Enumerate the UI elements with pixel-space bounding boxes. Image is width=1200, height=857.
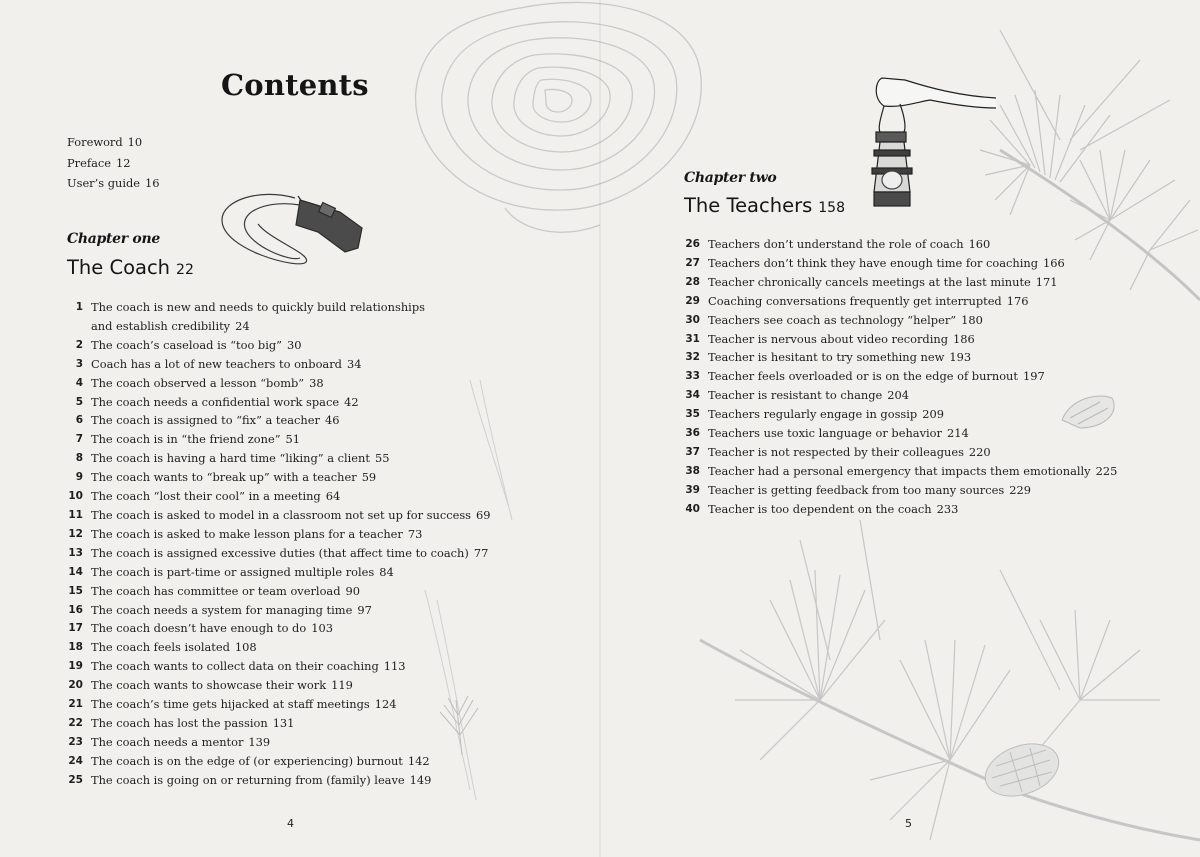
toc-entry-number: 8 — [75, 452, 83, 465]
toc-entry-number: 18 — [68, 641, 83, 654]
toc-entry-page: 142 — [407, 753, 430, 768]
toc-entry-number: 15 — [68, 584, 83, 597]
toc-entry-page: 108 — [234, 640, 257, 655]
toc-entry-title: Teachers regularly engage in gossip — [708, 407, 918, 422]
chapter-one-entries — [67, 298, 491, 790]
toc-entry-title: The coach wants to collect data on their coaching — [91, 659, 379, 674]
toc-entry-number: 2 — [75, 338, 83, 351]
toc-entry-page: 64 — [325, 489, 341, 504]
toc-entry-page: 139 — [248, 734, 271, 749]
toc-entry — [67, 733, 491, 752]
toc-entry-page: 186 — [953, 331, 975, 346]
toc-entry-page: 180 — [961, 312, 983, 327]
toc-entry-title: Teacher chronically cancels meetings at the last minute — [708, 274, 1031, 289]
front-matter-item — [67, 173, 160, 194]
toc-entry-number: 16 — [68, 603, 83, 616]
toc-entry-title: Teacher is not respected by their colleagues — [708, 444, 964, 459]
toc-entry-title: Teachers use toxic language or behavior — [708, 426, 942, 441]
toc-entry-title: The coach is part-time or assigned multiple roles — [91, 564, 375, 579]
toc-entry-page: 220 — [968, 444, 991, 459]
toc-entry — [684, 405, 1117, 424]
chapter-two-page: 158 — [818, 200, 845, 216]
front-matter-item — [67, 153, 160, 174]
toc-entry-title: The coach is assigned excessive duties (that affect time to coach) — [91, 545, 469, 560]
toc-entry-number: 25 — [68, 773, 83, 786]
toc-entry-title: The coach is new and needs to quickly build relationships and establish credibility — [91, 300, 425, 333]
chapter-one-label: Chapter one — [67, 231, 160, 247]
toc-entry-number: 21 — [68, 698, 83, 711]
toc-entry-number: 13 — [68, 546, 83, 559]
toc-entry-number: 40 — [685, 502, 700, 515]
toc-entry — [684, 500, 1117, 519]
toc-entry-page: 197 — [1022, 369, 1045, 384]
toc-entry-title: The coach feels isolated — [91, 640, 230, 655]
toc-entry-page: 69 — [476, 507, 491, 522]
toc-entry-title: The coach needs a mentor — [91, 734, 244, 749]
toc-entry-number: 29 — [685, 294, 700, 307]
front-matter-page: 12 — [115, 155, 131, 170]
toc-entry-page: 193 — [949, 350, 972, 365]
toc-entry — [67, 355, 491, 374]
toc-entry — [67, 298, 491, 336]
toc-entry-title: The coach has lost the passion — [91, 715, 268, 730]
toc-entry — [67, 430, 491, 449]
toc-entry-number: 4 — [75, 376, 83, 389]
toc-entry-page: 209 — [922, 407, 944, 422]
toc-entry — [67, 676, 491, 695]
toc-entry-title: The coach is in “the friend zone” — [91, 432, 281, 447]
toc-entry-number: 11 — [68, 508, 83, 521]
toc-entry — [67, 506, 491, 525]
toc-entry — [67, 582, 491, 601]
toc-entry-number: 36 — [685, 427, 700, 440]
toc-entry-number: 24 — [68, 754, 83, 767]
toc-entry-page: 166 — [1043, 255, 1065, 270]
chapter-one-title — [67, 256, 194, 279]
toc-entry-number: 31 — [685, 332, 700, 345]
toc-entry-number: 5 — [75, 395, 83, 408]
toc-entry — [684, 330, 1117, 349]
toc-entry-number: 3 — [75, 357, 83, 370]
front-matter-label: Foreword — [67, 135, 123, 149]
toc-entry — [67, 374, 491, 393]
toc-entry-page: 59 — [361, 470, 377, 485]
toc-entry — [67, 771, 491, 790]
toc-entry-page: 171 — [1035, 274, 1058, 289]
toc-entry-title: Teachers don’t understand the role of coach — [708, 237, 964, 251]
toc-entry-page: 229 — [1009, 482, 1031, 497]
page-number-right: 5 — [905, 817, 912, 830]
toc-entry — [67, 468, 491, 487]
toc-entry-page: 97 — [357, 602, 372, 617]
toc-entry-title: Teacher is nervous about video recording — [708, 331, 948, 346]
toc-entry — [684, 367, 1117, 386]
toc-entry — [684, 424, 1117, 443]
chapter-two-name: The Teachers — [684, 194, 813, 217]
toc-entry-number: 30 — [685, 313, 700, 326]
toc-entry — [67, 657, 491, 676]
toc-entry — [684, 348, 1117, 367]
toc-entry — [67, 563, 491, 582]
toc-entry-title: Teacher had a personal emergency that impacts them emotionally — [708, 463, 1091, 478]
toc-entry — [67, 525, 491, 544]
toc-entry — [684, 462, 1117, 481]
toc-entry-title: The coach wants to showcase their work — [91, 678, 327, 693]
toc-entry-page: 103 — [311, 621, 333, 636]
toc-entry-page: 77 — [473, 545, 489, 560]
toc-entry-number: 22 — [68, 716, 83, 729]
toc-entry-title: Coach has a lot of new teachers to onboard — [91, 356, 342, 371]
toc-entry — [67, 544, 491, 563]
toc-entry-page: 55 — [374, 451, 390, 466]
toc-entry — [684, 386, 1117, 405]
toc-entry-number: 39 — [685, 483, 700, 496]
toc-entry-title: Teacher is hesitant to try something new — [708, 350, 945, 365]
toc-entry-number: 35 — [685, 408, 700, 421]
front-matter-page: 16 — [145, 176, 160, 190]
toc-entry — [67, 601, 491, 620]
toc-entry-page: 176 — [1006, 293, 1029, 308]
front-matter-page: 10 — [127, 135, 143, 149]
toc-entry-title: The coach wants to “break up” with a teacher — [91, 470, 357, 485]
toc-entry-title: The coach is asked to model in a classroom not set up for success — [91, 507, 472, 522]
toc-entry-title: The coach is asked to make lesson plans for a teacher — [91, 526, 403, 541]
toc-entry-number: 19 — [68, 660, 83, 673]
toc-entry — [684, 273, 1117, 292]
toc-entry-page: 119 — [331, 678, 353, 693]
toc-entry-number: 9 — [75, 471, 83, 484]
chapter-two-title — [684, 194, 845, 217]
toc-entry — [67, 714, 491, 733]
chapter-one-page: 22 — [176, 262, 194, 278]
contents-title: Contents — [221, 68, 369, 102]
toc-entry-page: 84 — [379, 564, 394, 579]
toc-entry-page: 225 — [1095, 463, 1118, 478]
toc-entry-title: The coach needs a confidential work space — [91, 394, 340, 409]
lantern-icon — [872, 78, 996, 206]
toc-entry-page: 34 — [346, 356, 362, 371]
tree-rings-icon — [416, 2, 702, 232]
chapter-two-label: Chapter two — [684, 170, 777, 186]
toc-entry-number: 26 — [685, 238, 700, 250]
toc-entry-number: 20 — [68, 679, 83, 692]
chapter-two-entries — [684, 235, 1117, 519]
toc-entry-page: 51 — [285, 432, 301, 447]
toc-entry-page: 149 — [409, 772, 432, 787]
toc-entry-number: 14 — [68, 565, 83, 578]
toc-entry-number: 28 — [685, 275, 700, 288]
toc-entry-title: Teacher feels overloaded or is on the edge of burnout — [708, 369, 1018, 384]
pine-cone-icon — [978, 734, 1066, 805]
toc-entry — [684, 481, 1117, 500]
toc-entry-number: 10 — [68, 490, 83, 503]
toc-entry-page: 90 — [345, 583, 361, 598]
front-matter-label: Preface — [67, 155, 111, 170]
toc-entry — [67, 619, 491, 638]
toc-entry-number: 6 — [75, 414, 83, 427]
toc-entry-number: 34 — [685, 389, 700, 402]
front-matter-item — [67, 132, 160, 153]
toc-entry-page: 214 — [946, 426, 969, 441]
toc-entry-title: The coach needs a system for managing time — [91, 602, 353, 617]
toc-entry-title: The coach is on the edge of (or experiencing) burnout — [91, 753, 403, 768]
pine-branch-bottom-icon — [700, 520, 1200, 840]
toc-entry-title: The coach “lost their cool” in a meeting — [91, 489, 321, 504]
toc-entry-title: The coach is going on or returning from (family) leave — [91, 772, 405, 787]
toc-entry-title: Teacher is too dependent on the coach — [708, 501, 932, 516]
toc-entry — [67, 638, 491, 657]
toc-entry — [67, 695, 491, 714]
toc-entry-title: The coach’s time gets hijacked at staff meetings — [91, 697, 370, 712]
page-number-left: 4 — [287, 817, 294, 830]
toc-entry — [684, 235, 1117, 254]
toc-entry — [684, 443, 1117, 462]
toc-entry-title: The coach has committee or team overload — [91, 583, 341, 598]
toc-entry-number: 23 — [68, 735, 83, 748]
toc-entry-page: 38 — [309, 375, 324, 390]
toc-entry — [67, 411, 491, 430]
toc-entry-page: 30 — [286, 337, 302, 352]
toc-entry-page: 42 — [344, 394, 359, 409]
toc-entry-page: 24 — [235, 318, 250, 333]
toc-entry-number: 1 — [75, 301, 83, 313]
toc-entry — [684, 254, 1117, 273]
toc-entry-title: The coach is having a hard time “liking” a client — [91, 451, 370, 466]
whistle-icon — [222, 194, 362, 263]
toc-entry-number: 17 — [68, 622, 83, 635]
toc-entry-page: 233 — [936, 501, 959, 516]
toc-entry-page: 46 — [324, 413, 340, 428]
toc-entry — [67, 393, 491, 412]
toc-entry-page: 113 — [383, 659, 406, 674]
toc-entry-title: The coach is assigned to “fix” a teacher — [91, 413, 320, 428]
toc-entry-number: 37 — [685, 445, 700, 458]
toc-entry-title: Teachers see coach as technology “helper” — [708, 312, 957, 327]
toc-entry-number: 7 — [75, 433, 83, 446]
toc-entry-title: The coach observed a lesson “bomb” — [91, 375, 305, 390]
toc-entry-number: 38 — [685, 464, 700, 477]
toc-entry-page: 73 — [407, 526, 423, 541]
toc-entry-title: Teacher is getting feedback from too many sources — [708, 482, 1005, 497]
front-matter-label: User’s guide — [67, 176, 141, 190]
toc-entry-number: 12 — [68, 527, 83, 540]
toc-entry-title: Teacher is resistant to change — [708, 388, 883, 403]
toc-entry-title: Teachers don’t think they have enough time for coaching — [708, 255, 1039, 270]
toc-entry-title: Coaching conversations frequently get interrupted — [708, 293, 1002, 308]
toc-entry — [67, 487, 491, 506]
toc-entry — [67, 449, 491, 468]
toc-entry-number: 32 — [685, 351, 700, 364]
toc-entry-number: 33 — [685, 370, 700, 383]
toc-entry — [67, 336, 491, 355]
toc-entry-page: 204 — [887, 388, 909, 403]
toc-entry — [67, 752, 491, 771]
toc-entry — [684, 292, 1117, 311]
front-matter-list — [67, 132, 160, 194]
chapter-one-name: The Coach — [67, 256, 171, 279]
toc-entry-title: The coach doesn’t have enough to do — [91, 621, 307, 636]
toc-entry-page: 160 — [968, 237, 991, 251]
toc-entry-page: 124 — [374, 697, 397, 712]
page-gutter — [599, 0, 601, 857]
toc-entry-number: 27 — [685, 256, 700, 269]
toc-entry-title: The coach’s caseload is “too big” — [91, 337, 282, 352]
toc-entry-page: 131 — [272, 715, 295, 730]
toc-entry — [684, 311, 1117, 330]
